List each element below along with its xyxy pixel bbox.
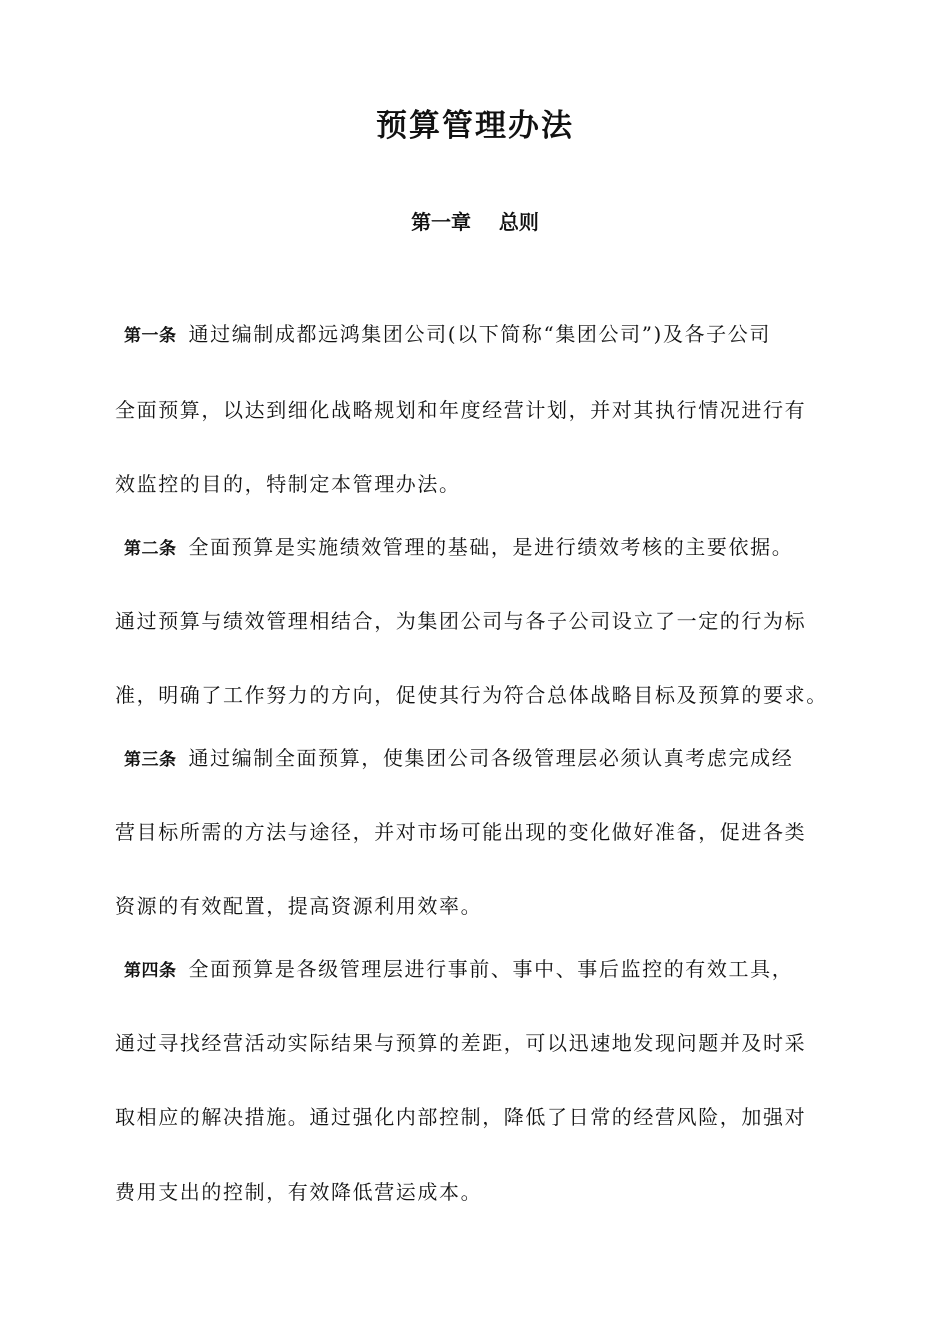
article-3-text-2: 营目标所需的方法与途径，并对市场可能出现的变化做好准备，促进各类 [115, 820, 807, 844]
article-1-label: 第一条 [124, 326, 177, 346]
article-2-text-3: 准，明确了工作努力的方向，促使其行为符合总体战略目标及预算的要求。 [115, 683, 828, 707]
article-4-text-1: 全面预算是各级管理层进行事前、事中、事后监控的有效工具， [188, 957, 794, 981]
article-2-label: 第二条 [124, 539, 177, 559]
article-3-line-1 [124, 742, 849, 776]
article-4-text-3: 取相应的解决措施。通过强化内部控制，降低了日常的经营风险，加强对 [115, 1105, 807, 1129]
document-title: 预算管理办法 [376, 108, 574, 144]
article-4-text-2: 通过寻找经营活动实际结果与预算的差距，可以迅速地发现问题并及时采 [115, 1031, 807, 1055]
article-4-line-1 [124, 953, 849, 987]
article-2-text-2: 通过预算与绩效管理相结合，为集团公司与各子公司设立了一定的行为标 [115, 609, 807, 633]
article-1-text-2: 全面预算，以达到细化战略规划和年度经营计划，并对其执行情况进行有 [115, 398, 807, 422]
article-3-label: 第三条 [124, 750, 177, 770]
chapter-heading: 第一章 总则 [411, 210, 539, 234]
article-2-line-1 [124, 531, 849, 565]
article-1-line-1 [124, 318, 849, 352]
article-4-text-4: 费用支出的控制，有效降低营运成本。 [115, 1180, 483, 1204]
article-3-text-3: 资源的有效配置，提高资源利用效率。 [115, 894, 483, 918]
article-2-text-1: 全面预算是实施绩效管理的基础，是进行绩效考核的主要依据。 [188, 535, 794, 559]
article-4-label: 第四条 [124, 961, 177, 981]
article-3-text-1: 通过编制全面预算，使集团公司各级管理层必须认真考虑完成经 [188, 746, 794, 770]
article-1-text-1: 通过编制成都远鸿集团公司(以下简称“集团公司”)及各子公司 [188, 322, 771, 346]
article-1-text-3: 效监控的目的，特制定本管理办法。 [115, 472, 461, 496]
